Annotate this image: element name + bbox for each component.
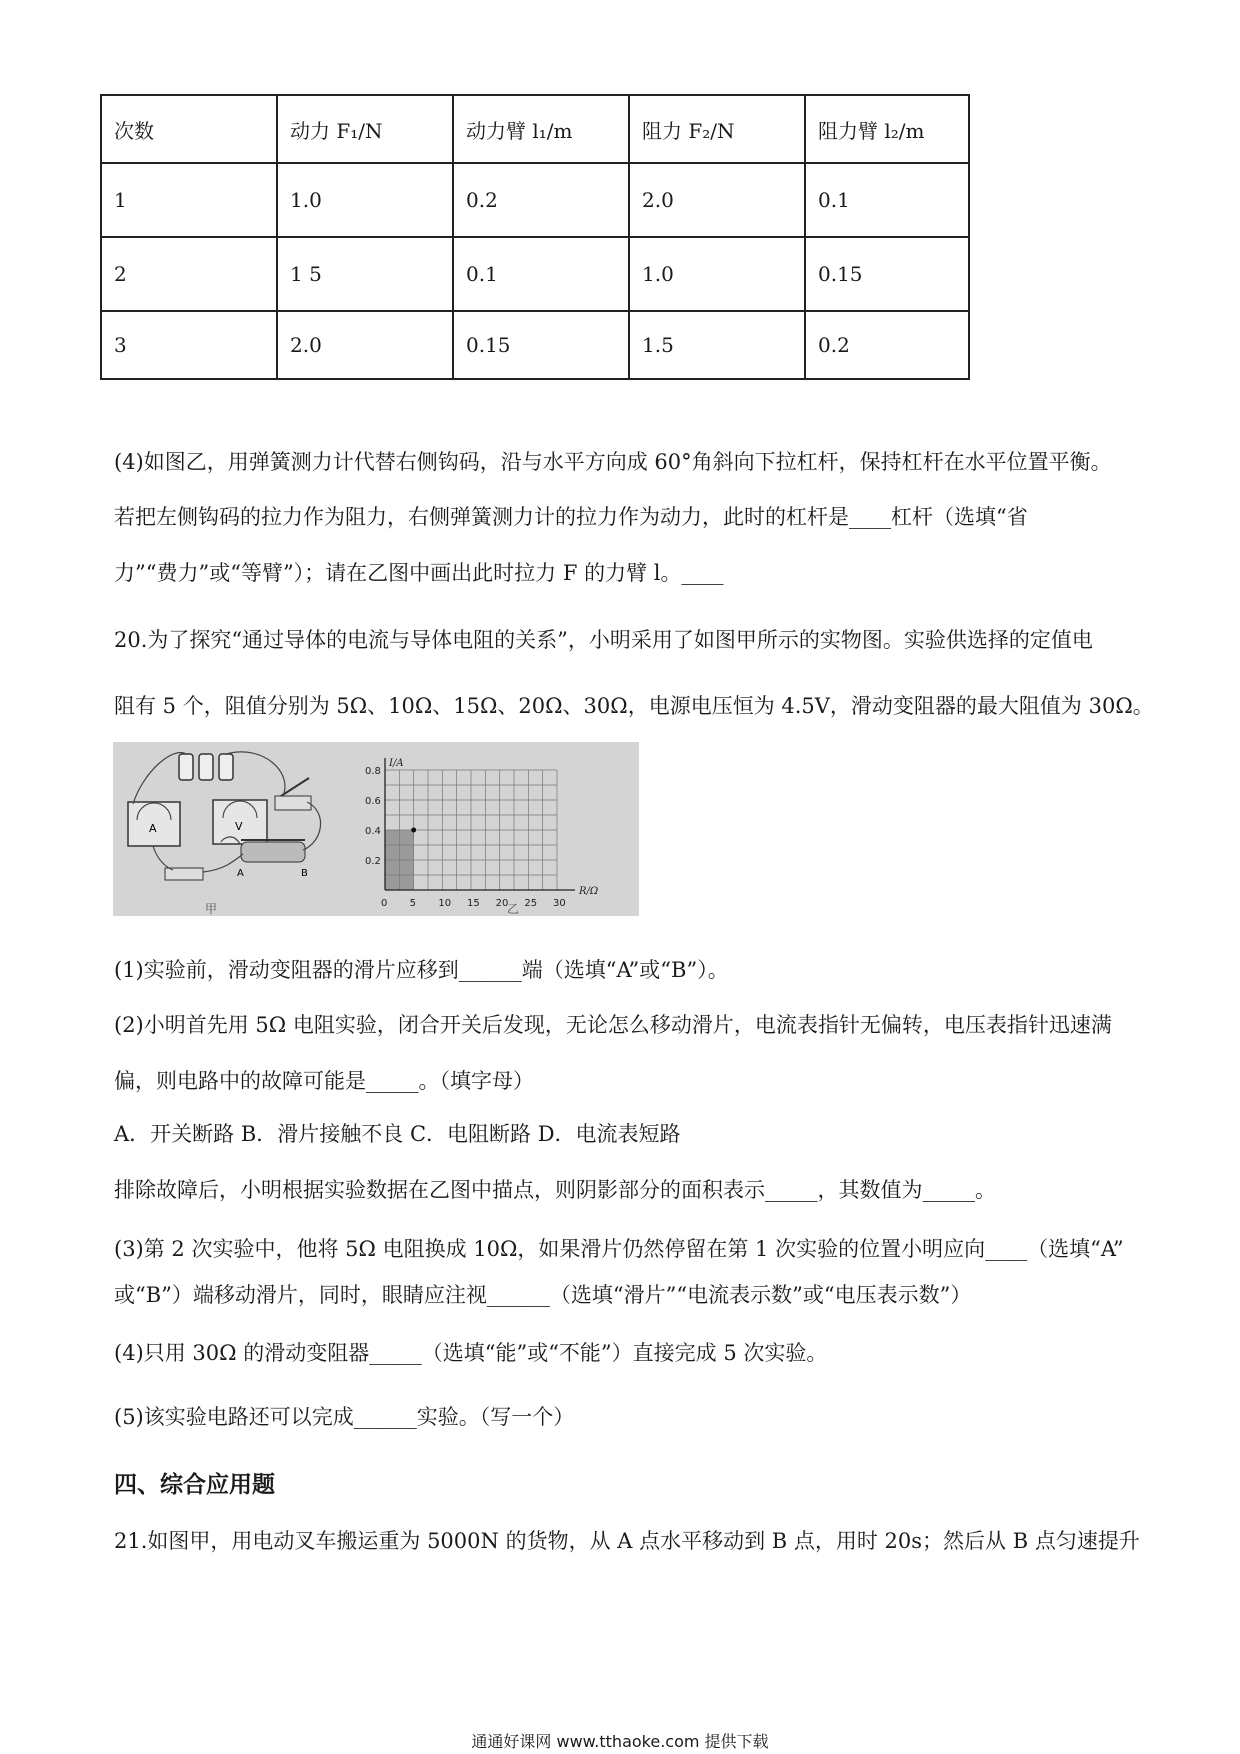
answer-options: A．开关断路 B．滑片接触不良 C．电阻断路 D．电流表短路 [114,1122,681,1146]
table-cell: 0.2 [805,311,969,379]
figure-label-yi: 乙 [507,902,520,916]
table-cell: 2.0 [277,311,453,379]
table-cell: 2 [101,237,277,311]
data-point [411,828,416,833]
svg-text:V: V [235,820,243,833]
table-cell: 1.5 [629,311,805,379]
question-stem: 21.如图甲，用电动叉车搬运重为 5000N 的货物，从 A 点水平移动到 B 点，用时 20s；然后从 B 点匀速提升 [114,1529,1140,1553]
question-text: 力”“费力”或“等臂”）；请在乙图中画出此时拉力 F 的力臂 l。____ [114,561,724,585]
footer-credit: 通通好课网 www.tthaoke.com 提供下载 [471,1732,769,1751]
question-text: (5)该实验电路还可以完成______实验。（写一个） [114,1405,575,1429]
y-tick-label: 0.2 [365,856,381,867]
lever-data-table [100,94,970,380]
x-tick-label: 10 [438,898,452,909]
y-tick-label: 0.8 [365,766,381,777]
table-cell: 1.0 [629,237,805,311]
table-cell: 1.0 [277,163,453,237]
table-row [101,237,969,311]
table-cell: 0.15 [805,237,969,311]
table-cell: 0.1 [453,237,629,311]
table-header-cell: 动力臂 l₁/m [453,95,629,163]
svg-text:A: A [237,868,244,879]
question-text: (2)小明首先用 5Ω 电阻实验，闭合开关后发现，无论怎么移动滑片，电流表指针无偏转，电压表指针迅速满 [114,1013,1112,1037]
table-cell: 2.0 [629,163,805,237]
svg-text:B: B [301,868,308,879]
x-tick-label: 15 [467,898,480,909]
svg-text:A: A [149,822,157,835]
x-tick-label: 5 [409,898,417,909]
table-cell: 0.15 [453,311,629,379]
question-stem: 阻有 5 个，阻值分别为 5Ω、10Ω、15Ω、20Ω、30Ω，电源电压恒为 4.5V，滑动变阻器的最大阻值为 30Ω。 [114,694,1154,718]
x-tick-label: 25 [524,898,538,909]
x-axis-label: R/Ω [579,886,599,897]
table-header-cell: 阻力 F₂/N [629,95,805,163]
table-row [101,311,969,379]
y-tick-label: 0.4 [365,826,381,837]
x-tick-label: 0 [381,898,388,909]
question-text: (4)如图乙，用弹簧测力计代替右侧钩码，沿与水平方向成 60°角斜向下拉杠杆，保持杠杆在水平位置平衡。 [114,450,1112,474]
figure-label-jia: 甲 [205,902,218,916]
current-resistance-graph [349,742,639,916]
table-cell: 1 5 [277,237,453,311]
question-text: (4)只用 30Ω 的滑动变阻器_____（选填“能”或“不能”）直接完成 5 次实验。 [114,1341,828,1365]
table-row [101,163,969,237]
x-tick-label: 20 [495,898,509,909]
table-header-row [101,95,969,163]
question-text: 偏，则电路中的故障可能是_____。（填字母） [114,1069,534,1093]
question-text: 排除故障后，小明根据实验数据在乙图中描点，则阴影部分的面积表示_____，其数值为_____。 [114,1178,996,1202]
section-heading: 四、综合应用题 [114,1472,275,1498]
question-text: 若把左侧钩码的拉力作为阻力，右侧弹簧测力计的拉力作为动力，此时的杠杆是____杠杆（选填“省 [114,505,1028,529]
y-axis-label: I/A [389,758,404,769]
question-stem: 20.为了探究“通过导体的电流与导体电阻的关系”，小明采用了如图甲所示的实物图。实验供选择的定值电 [114,628,1093,652]
x-tick-label: 30 [553,898,566,909]
experiment-figure [113,742,639,916]
table-cell: 3 [101,311,277,379]
question-text: (3)第 2 次实验中，他将 5Ω 电阻换成 10Ω，如果滑片仍然停留在第 1 次实验的位置小明应向____（选填“A” [114,1237,1124,1261]
question-text: 或“B”）端移动滑片，同时，眼睛应注视______（选填“滑片”“电流表示数”或“电压表示数”） [114,1283,972,1307]
table-cell: 1 [101,163,277,237]
table-cell: 0.1 [805,163,969,237]
table-cell: 0.2 [453,163,629,237]
table-header-cell: 动力 F₁/N [277,95,453,163]
table-header-cell: 次数 [101,95,277,163]
question-text: (1)实验前，滑动变阻器的滑片应移到______端（选填“A”或“B”）。 [114,958,729,982]
y-tick-label: 0.6 [365,796,381,807]
table-header-cell: 阻力臂 l₂/m [805,95,969,163]
